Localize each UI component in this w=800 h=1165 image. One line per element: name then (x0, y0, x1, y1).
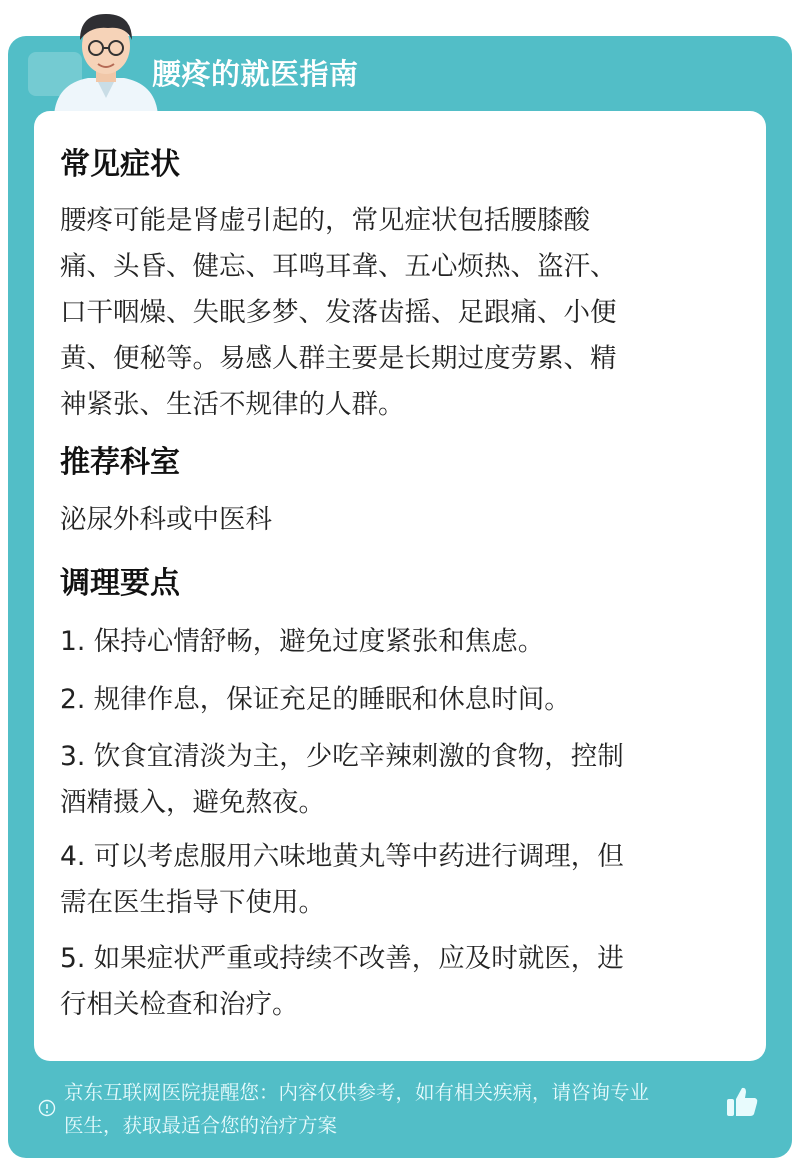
care-item (60, 734, 730, 826)
disclaimer-line: 医生，获取最适合您的治疗方案 (64, 1114, 338, 1137)
department-heading: 推荐科室 (60, 445, 180, 480)
care-item-line: 2. 规律作息，保证充足的睡眠和休息时间。 (60, 684, 571, 715)
care-heading: 调理要点 (60, 566, 180, 601)
symptoms-line: 黄、便秘等。易感人群主要是长期过度劳累、精 (60, 343, 617, 374)
symptoms-line: 神紧张、生活不规律的人群。 (60, 389, 405, 420)
symptoms-line: 痛、头昏、健忘、耳鸣耳聋、五心烦热、盗汗、 (60, 251, 617, 282)
care-item-line: 行相关检查和治疗。 (60, 989, 299, 1020)
doctor-avatar (46, 6, 166, 116)
info-circle-icon (38, 1099, 56, 1117)
disclaimer-line: 京东互联网医院提醒您：内容仅供参考，如有相关疾病，请咨询专业 (64, 1081, 650, 1104)
header (0, 0, 800, 115)
care-item-line: 需在医生指导下使用。 (60, 887, 325, 918)
thumbs-up-icon[interactable] (724, 1084, 760, 1120)
disclaimer (64, 1076, 726, 1142)
care-item (60, 834, 730, 926)
care-item-line: 4. 可以考虑服用六味地黄丸等中药进行调理，但 (60, 841, 624, 872)
symptoms-heading: 常见症状 (60, 147, 180, 182)
care-item-line: 1. 保持心情舒畅，避免过度紧张和焦虑。 (60, 626, 545, 657)
care-item-line: 5. 如果症状严重或持续不改善，应及时就医，进 (60, 943, 624, 974)
care-item-line: 酒精摄入，避免熬夜。 (60, 787, 325, 818)
department-text: 泌尿外科或中医科 (60, 504, 272, 535)
care-item (60, 619, 730, 665)
symptoms-text (60, 198, 730, 428)
page-title: 腰疼的就医指南 (152, 57, 359, 91)
symptoms-line: 腰疼可能是肾虚引起的，常见症状包括腰膝酸 (60, 205, 590, 236)
care-item (60, 677, 730, 723)
care-item-line: 3. 饮食宜清淡为主，少吃辛辣刺激的食物，控制 (60, 741, 624, 772)
symptoms-line: 口干咽燥、失眠多梦、发落齿摇、足跟痛、小便 (60, 297, 617, 328)
care-item (60, 936, 730, 1028)
